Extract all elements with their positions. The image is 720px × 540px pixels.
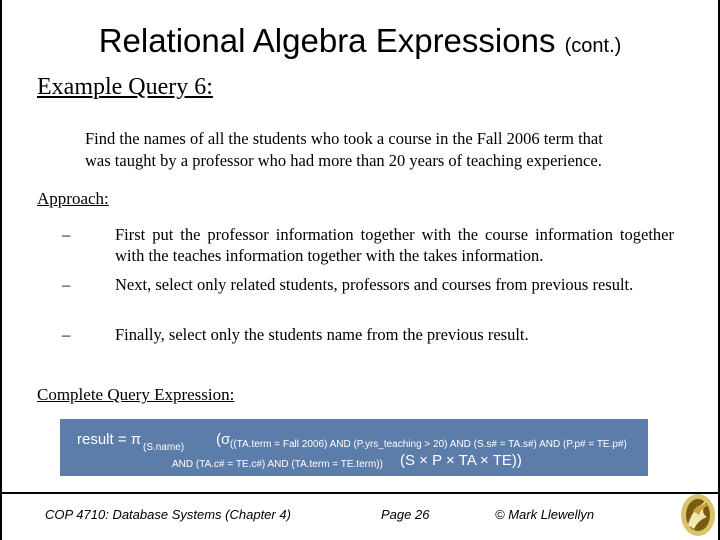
step-dash: –: [62, 325, 71, 344]
footer-divider: [0, 492, 720, 494]
query-label: Example Query 6:: [37, 74, 213, 100]
approach-step: [62, 324, 674, 345]
approach-label: Approach:: [37, 189, 109, 208]
title-text: Relational Algebra Expressions: [98, 22, 556, 59]
expression-result-pi: result = π: [77, 431, 142, 448]
query-expression-box: [60, 419, 648, 476]
step-dash: –: [62, 275, 71, 294]
footer-copyright: © Mark Llewellyn: [495, 507, 595, 522]
expression-condition-line-1: ((TA.term = Fall 2006) AND (P.yrs_teaching > 20) AND (S.s# = TA.s#) AND (P.p# = TE.p#): [230, 439, 627, 450]
title-suffix: (cont.): [564, 35, 622, 57]
footer-page-number: Page 26: [381, 507, 430, 522]
complete-query-label: Complete Query Expression:: [37, 385, 235, 404]
question-line-1: Find the names of all the students who took a course in the Fall 2006 term that: [85, 129, 603, 148]
step-dash: –: [62, 225, 71, 244]
pegasus-logo-icon: [679, 491, 717, 537]
slide-left-border: [0, 0, 2, 540]
expression-sigma: (σ: [216, 431, 231, 448]
query-question: [85, 128, 675, 172]
expression-condition-line-2: AND (TA.c# = TE.c#) AND (TA.term = TE.term)): [172, 459, 383, 470]
step-text: Finally, select only the students name from the previous result.: [115, 325, 529, 344]
step-text: Next, select only related students, professors and courses from previous result.: [115, 275, 634, 294]
expression-relations: (S × P × TA × TE)): [400, 452, 522, 469]
question-line-2: was taught by a professor who had more than 20 years of teaching experience.: [85, 151, 602, 170]
step-text: First put the professor information together with the course information together with the teaches information together with the takes information.: [115, 225, 674, 265]
footer-course: COP 4710: Database Systems (Chapter 4): [45, 507, 291, 522]
expression-projection: (S.name): [143, 442, 185, 453]
approach-step: [62, 274, 674, 324]
approach-steps: [62, 224, 674, 345]
approach-step: [62, 224, 674, 274]
slide-title: [0, 22, 720, 60]
